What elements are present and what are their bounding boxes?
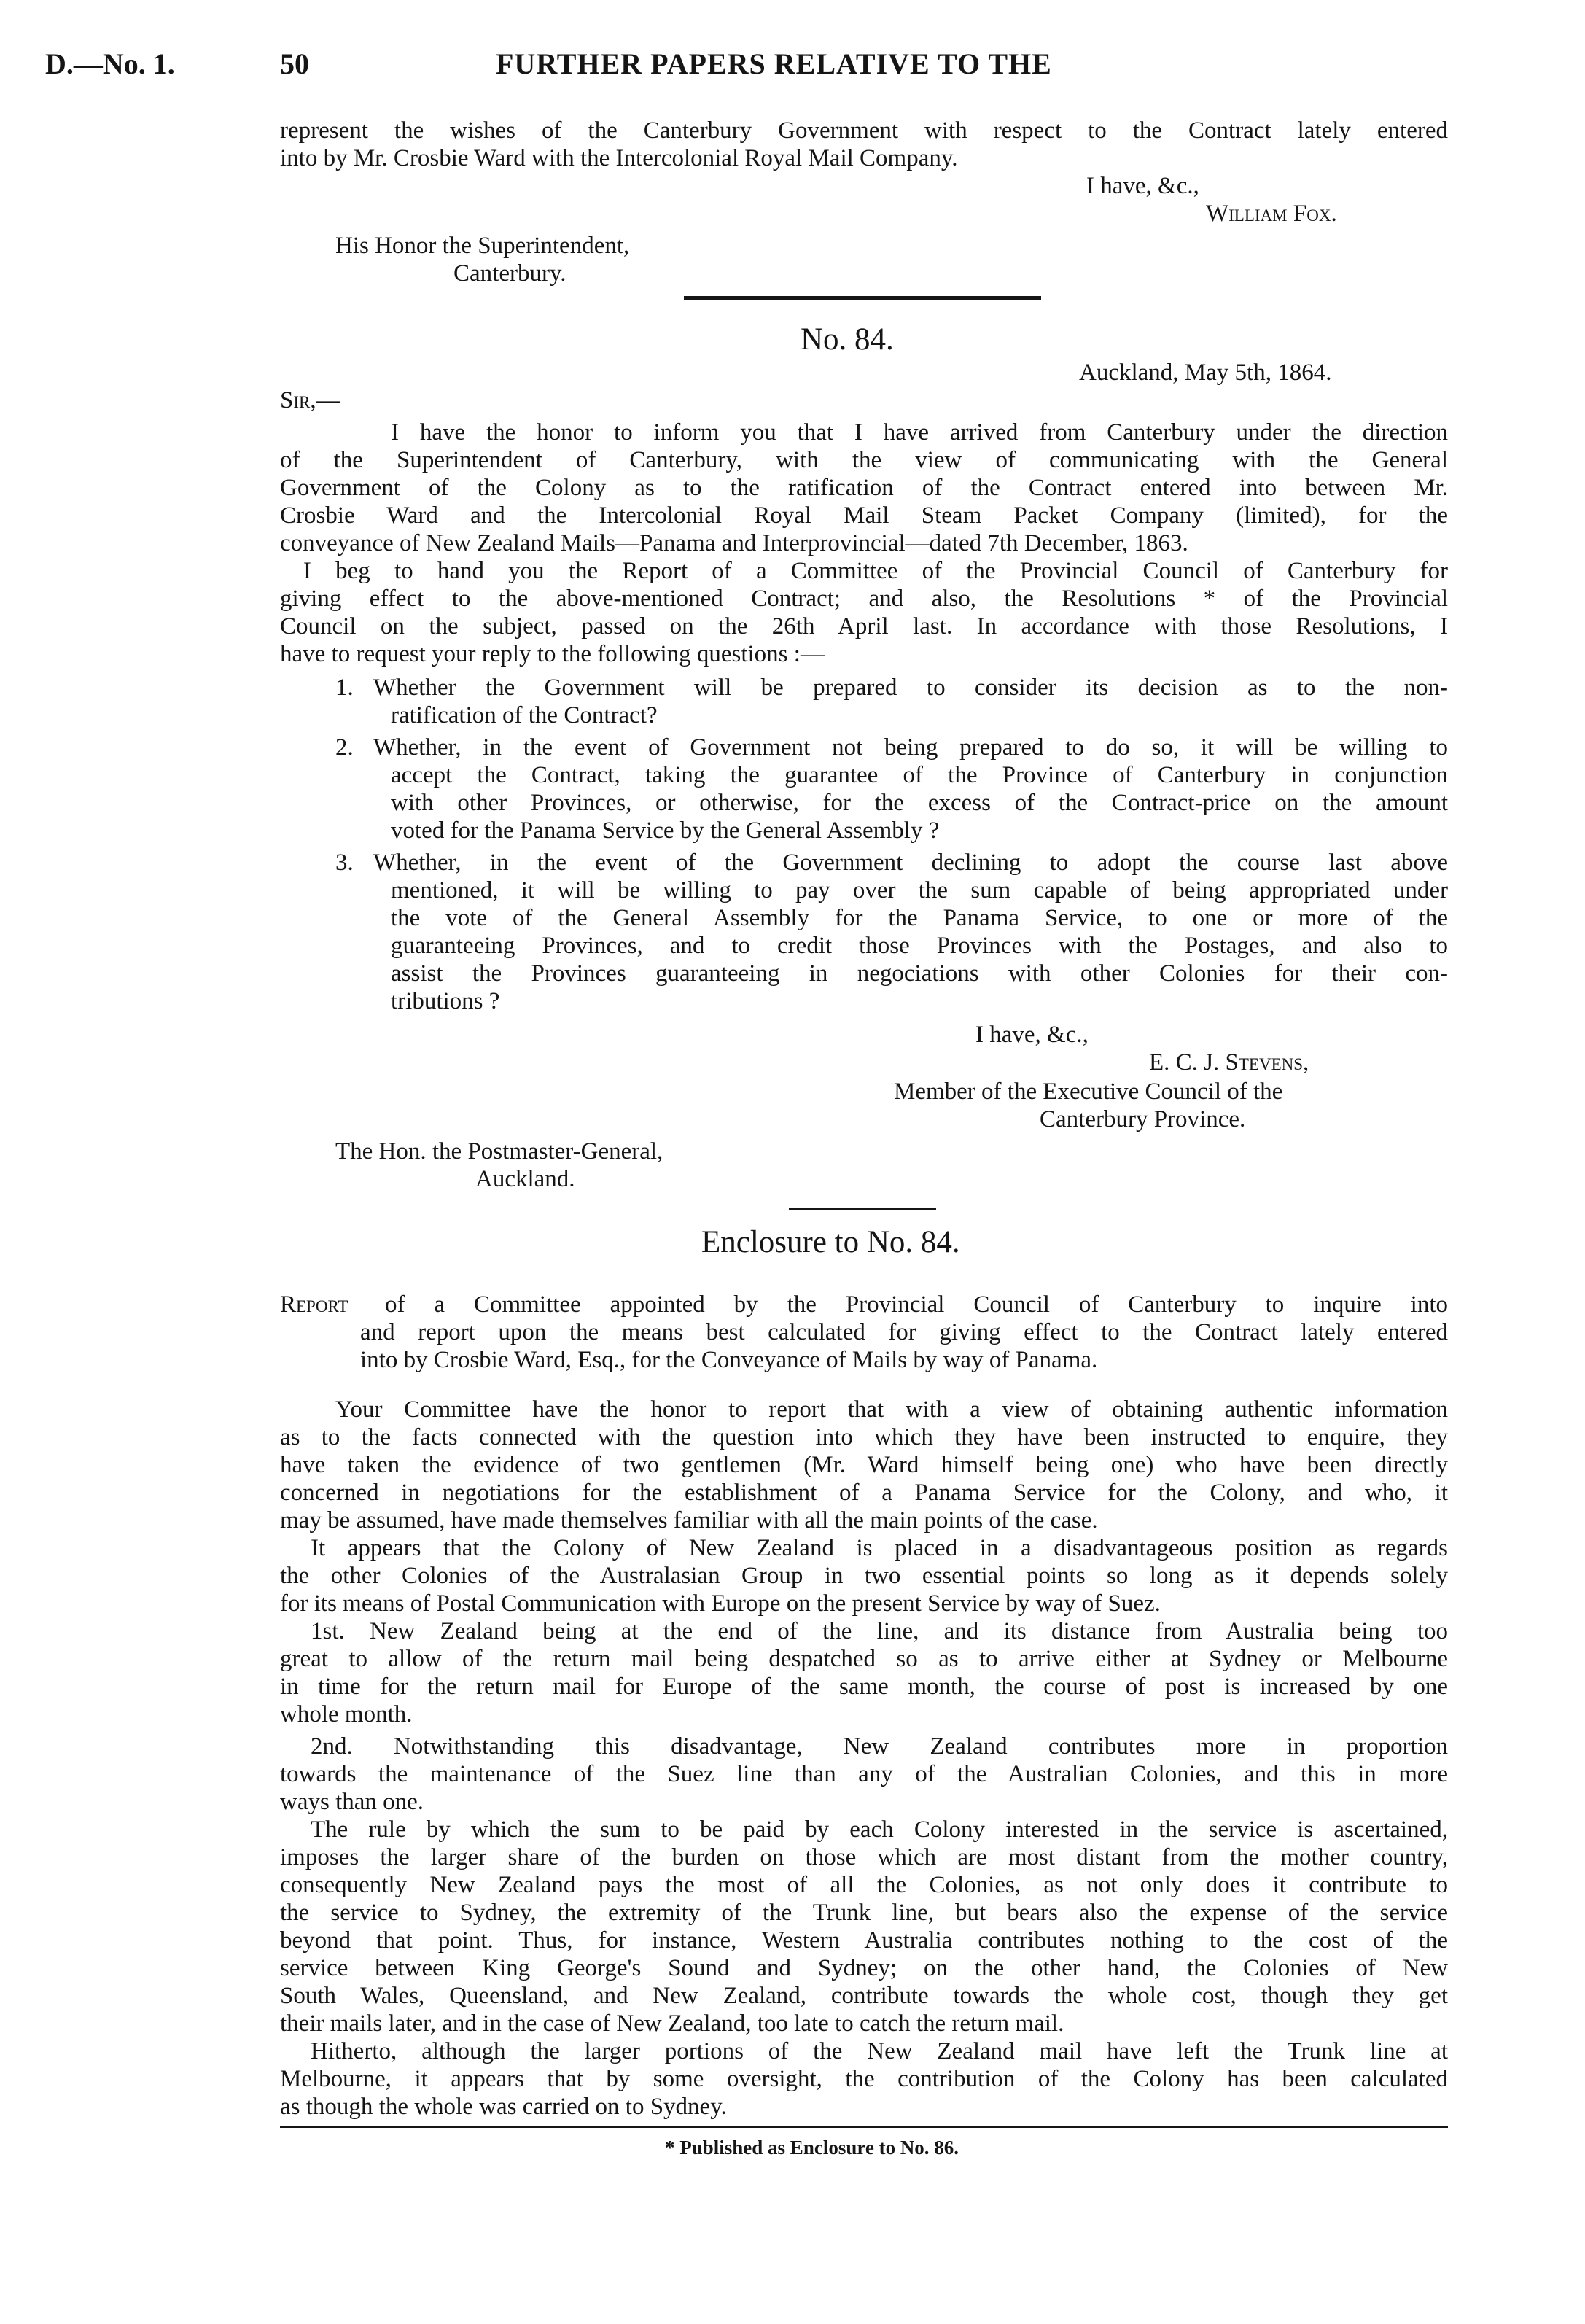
body-line: the other Colonies of the Australasian Group in two essential points so long as it depends solely: [280, 1563, 1448, 1589]
section-divider: [789, 1208, 936, 1210]
report-title-line: and report upon the means best calculated for giving effect to the Contract lately entered: [360, 1319, 1448, 1345]
body-line: of the Superintendent of Canterbury, with the view of communicating with the General: [280, 447, 1448, 473]
body-line: Government of the Colony as to the ratification of the Contract entered into between Mr.: [280, 475, 1448, 501]
question-number: 2.: [335, 734, 354, 761]
body-line: their mails later, and in the case of New Zealand, too late to catch the return mail.: [280, 2010, 1064, 2037]
footnote: * Published as Enclosure to No. 86.: [665, 2137, 959, 2158]
body-line: I have the honor to inform you that I have arrived from Canterbury under the direction: [391, 419, 1448, 446]
body-line: as though the whole was carried on to Sydney.: [280, 2094, 727, 2120]
question-line: guaranteeing Provinces, and to credit those Provinces with the Postages, and also to: [391, 933, 1448, 959]
question-line: mentioned, it will be willing to pay over the sum capable of being appropriated under: [391, 877, 1448, 903]
body-line: conveyance of New Zealand Mails—Panama and Interprovincial—dated 7th December, 1863.: [280, 530, 1188, 556]
body-line: Melbourne, it appears that by some oversight, the contribution of the Colony has been calculated: [280, 2066, 1448, 2092]
body-line: great to allow of the return mail being despatched so as to arrive either at Sydney or Melbourne: [280, 1646, 1448, 1672]
body-line: imposes the larger share of the burden on those which are most distant from the mother country,: [280, 1844, 1448, 1870]
letter-closing: I have, &c.,: [1086, 173, 1199, 199]
body-line: represent the wishes of the Canterbury Government with respect to the Contract lately entered: [280, 117, 1448, 144]
body-line: It appears that the Colony of New Zealand is placed in a disadvantageous position as regards: [311, 1535, 1448, 1561]
addressee-line: Auckland.: [475, 1166, 575, 1192]
letter-number-heading: No. 84.: [801, 322, 894, 357]
footnote-rule: [280, 2126, 1448, 2128]
body-line: beyond that point. Thus, for instance, Western Australia contributes nothing to the cost of the: [280, 1927, 1448, 1954]
body-line: giving effect to the above-mentioned Contract; and also, the Resolutions * of the Provincial: [280, 586, 1448, 612]
question-line: Whether the Government will be prepared to consider its decision as to the non-: [373, 675, 1448, 701]
body-line: 1st. New Zealand being at the end of the line, and its distance from Australia being too: [311, 1618, 1448, 1644]
body-line: South Wales, Queensland, and New Zealand, contribute towards the whole cost, though they get: [280, 1983, 1448, 2009]
body-line: The rule by which the sum to be paid by each Colony interested in the service is ascertained,: [311, 1816, 1448, 1843]
addressee-line: Canterbury.: [453, 260, 566, 287]
page-number: 50: [280, 47, 309, 80]
body-line: as to the facts connected with the question into which they have been instructed to enquire, they: [280, 1424, 1448, 1450]
body-line: have to request your reply to the following questions :—: [280, 641, 825, 667]
question-line: assist the Provinces guaranteeing in negociations with other Colonies for their con-: [391, 960, 1448, 987]
question-line: tributions ?: [391, 988, 500, 1014]
body-line: I beg to hand you the Report of a Committee of the Provincial Council of Canterbury for: [303, 558, 1448, 584]
question-line: the vote of the General Assembly for the Panama Service, to one or more of the: [391, 905, 1448, 931]
signature: E. C. J. Stevens,: [1149, 1049, 1309, 1076]
body-line: whole month.: [280, 1701, 413, 1728]
signatory-title: Canterbury Province.: [1040, 1106, 1246, 1132]
body-line: consequently New Zealand pays the most of all the Colonies, as not only does it contribute to: [280, 1872, 1448, 1898]
addressee-line: The Hon. the Postmaster-General,: [335, 1138, 663, 1165]
question-number: 1.: [335, 675, 354, 701]
section-divider: [684, 296, 1041, 300]
page-title: FURTHER PAPERS RELATIVE TO THE: [496, 47, 1052, 80]
body-line: towards the maintenance of the Suez line than any of the Australian Colonies, and this in more: [280, 1761, 1448, 1787]
body-line: have taken the evidence of two gentlemen (Mr. Ward himself being one) who have been directly: [280, 1452, 1448, 1478]
report-title-line: into by Crosbie Ward, Esq., for the Conveyance of Mails by way of Panama.: [360, 1347, 1098, 1373]
question-line: Whether, in the event of Government not being prepared to do so, it will be willing to: [373, 734, 1448, 761]
body-line: Council on the subject, passed on the 26th April last. In accordance with those Resolutions, I: [280, 613, 1448, 640]
question-line: with other Provinces, or otherwise, for the excess of the Contract-price on the amount: [391, 790, 1448, 816]
question-line: voted for the Panama Service by the General Assembly ?: [391, 817, 940, 844]
signature: William Fox.: [1206, 201, 1337, 227]
question-line: accept the Contract, taking the guarantee of the Province of Canterbury in conjunction: [391, 762, 1448, 788]
signatory-title: Member of the Executive Council of the: [894, 1079, 1283, 1105]
salutation: Sir,—: [280, 387, 340, 413]
question-number: 3.: [335, 850, 354, 876]
body-line: concerned in negotiations for the establishment of a Panama Service for the Colony, and who, it: [280, 1480, 1448, 1506]
place-date: Auckland, May 5th, 1864.: [1079, 360, 1332, 386]
body-line: Crosbie Ward and the Intercolonial Royal Mail Steam Packet Company (limited), for the: [280, 502, 1448, 529]
addressee-line: His Honor the Superintendent,: [335, 233, 630, 259]
report-label: Report: [280, 1291, 348, 1318]
enclosure-heading: Enclosure to No. 84.: [701, 1225, 960, 1259]
body-line: may be assumed, have made themselves familiar with all the main points of the case.: [280, 1507, 1098, 1534]
body-line: service between King George's Sound and Sydney; on the other hand, the Colonies of New: [280, 1955, 1448, 1981]
report-title-line: of a Committee appointed by the Provincial Council of Canterbury to inquire into: [385, 1291, 1448, 1318]
letter-closing: I have, &c.,: [975, 1022, 1089, 1048]
question-line: ratification of the Contract?: [391, 702, 658, 728]
body-line: Hitherto, although the larger portions of the New Zealand mail have left the Trunk line at: [311, 2038, 1448, 2064]
body-line: into by Mr. Crosbie Ward with the Intercolonial Royal Mail Company.: [280, 145, 958, 171]
body-line: for its means of Postal Communication with Europe on the present Service by way of Suez.: [280, 1590, 1161, 1617]
body-line: ways than one.: [280, 1789, 424, 1815]
question-line: Whether, in the event of the Government declining to adopt the course last above: [373, 850, 1448, 876]
document-reference: D.—No. 1.: [45, 47, 175, 80]
body-line: the service to Sydney, the extremity of the Trunk line, but bears also the expense of the service: [280, 1900, 1448, 1926]
body-line: 2nd. Notwithstanding this disadvantage, New Zealand contributes more in proportion: [311, 1733, 1448, 1760]
body-line: Your Committee have the honor to report that with a view of obtaining authentic information: [335, 1396, 1448, 1423]
body-line: in time for the return mail for Europe of the same month, the course of post is increased by one: [280, 1674, 1448, 1700]
